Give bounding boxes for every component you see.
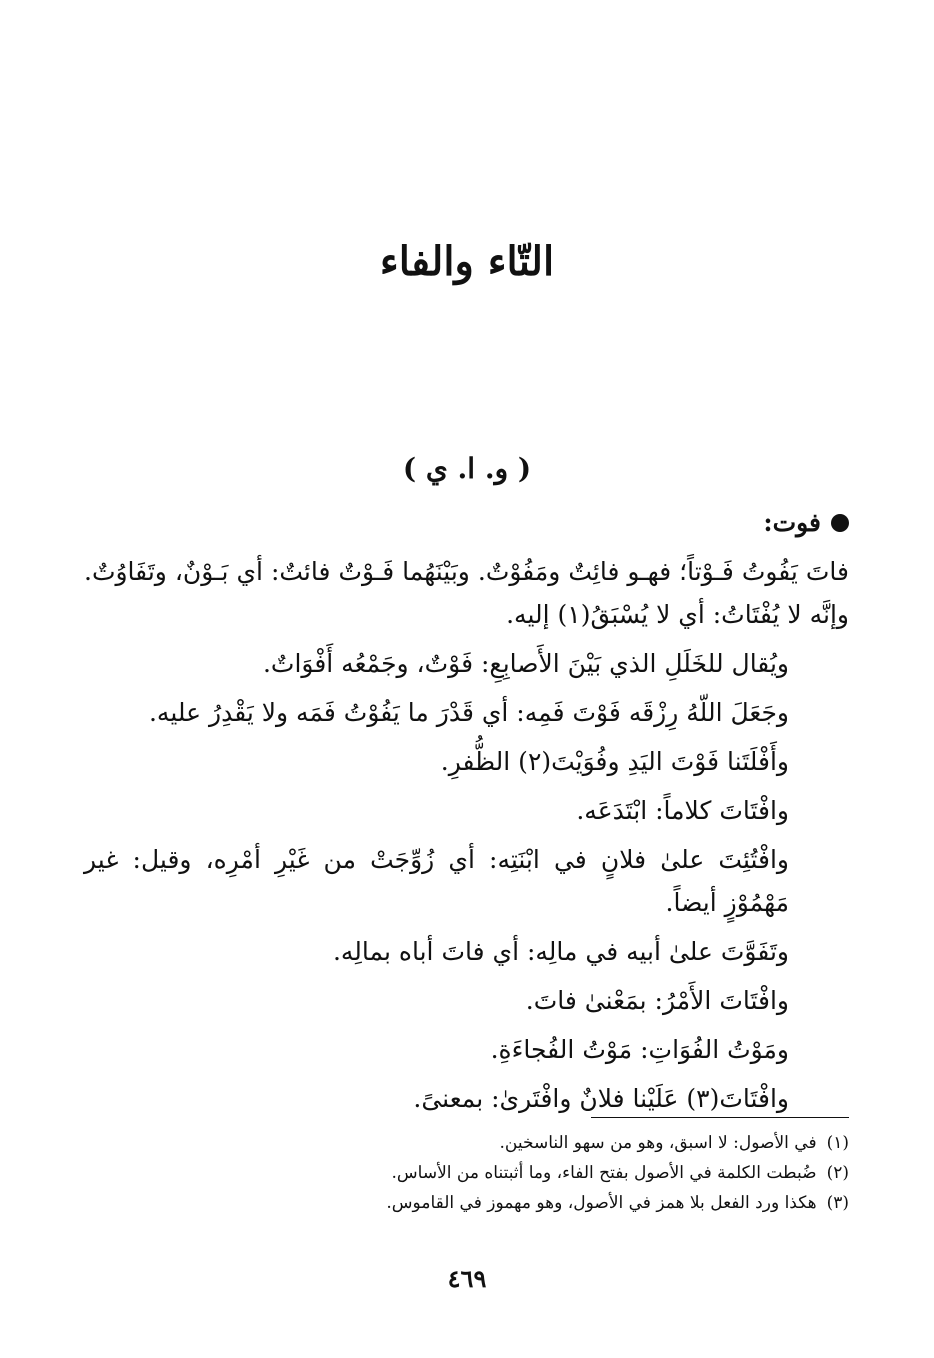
entry-paragraph: ويُقال للخَلَلِ الذي بَيْنَ الأَصابِعِ: فَوْتٌ، وجَمْعُه أَفْوَاتٌ. (262, 649, 789, 678)
footnote-item (84, 1128, 849, 1158)
entry-paragraph: وأَفْلَتَنا فَوْتَ اليَدِ وفُوَيْتَ(٢) الظُّفرِ. (440, 747, 789, 776)
entry-paragraph: وافْتُئِتَ علىٰ فلانٍ في ابْنَتِه: أي زُوِّجَتْ من غَيْرِ أمْرِه، وقيل: غير مَهْمُوْزٍ أيضاً. (84, 845, 789, 917)
footnote-number: (٢) (826, 1163, 849, 1183)
entry-paragraph: فاتَ يَفُوتُ فَـوْتاً؛ فهـو فائِتٌ ومَفُوْتٌ. وبَيْنَهُما فَـوْتٌ فائتٌ: أي بَـوْنٌ، وتَفَاوُتٌ. وإنَّه لا يُفْتَاتُ: أي لا يُسْبَقُ(١) إليه. (84, 557, 849, 629)
entry-paragraph: وجَعَلَ اللّهُ رِزْقَه فَوْتَ فَمِه: أي قَدْرَ ما يَفُوْتُ فَمَه ولا يَقْدِرُ عليه. (148, 698, 789, 727)
footnote-text: في الأصول: لا اسبق، وهو من سهو الناسخين. (499, 1133, 817, 1153)
entry-body (84, 550, 849, 1126)
footnote-text: هكذا ورد الفعل بلا همز في الأصول، وهو مهموز في القاموس. (386, 1193, 817, 1213)
footnote-text: ضُبطت الكلمة في الأصول بفتح الفاء، وما أثبتناه من الأساس. (391, 1163, 817, 1183)
footnote-number: (٣) (826, 1193, 849, 1213)
entry-headword (549, 508, 849, 537)
entry-paragraph: وافْتَاتَ(٣) عَلَيْنا فلانٌ وافْتَرىٰ: بمعنىً. (413, 1084, 789, 1113)
entry-paragraph: وافْتَاتَ كلاماً: ابْتَدَعَه. (576, 796, 789, 825)
footnote-item (84, 1188, 849, 1218)
footnotes (84, 1128, 849, 1218)
footnote-number: (١) (826, 1133, 849, 1153)
headword-text: فوت: (763, 508, 821, 537)
page-number: ٤٦٩ (447, 1264, 487, 1293)
entry-paragraph: وافْتَاتَ الأَمْرُ: بمَعْنىٰ فاتَ. (525, 986, 789, 1015)
entry-paragraph: ومَوْتُ الفُوَاتِ: مَوْتُ الفُجاءَةِ. (490, 1035, 789, 1064)
footnote-item (84, 1158, 849, 1188)
footnote-divider (591, 1117, 849, 1118)
chapter-title: التّاء والفاء (379, 238, 555, 285)
root-heading: ( و. ا. ي ) (402, 452, 532, 485)
bullet-icon (831, 514, 849, 532)
entry-paragraph: وتَفَوَّتَ علىٰ أبيه في مالِه: أي فاتَ أباه بمالِه. (332, 937, 789, 966)
